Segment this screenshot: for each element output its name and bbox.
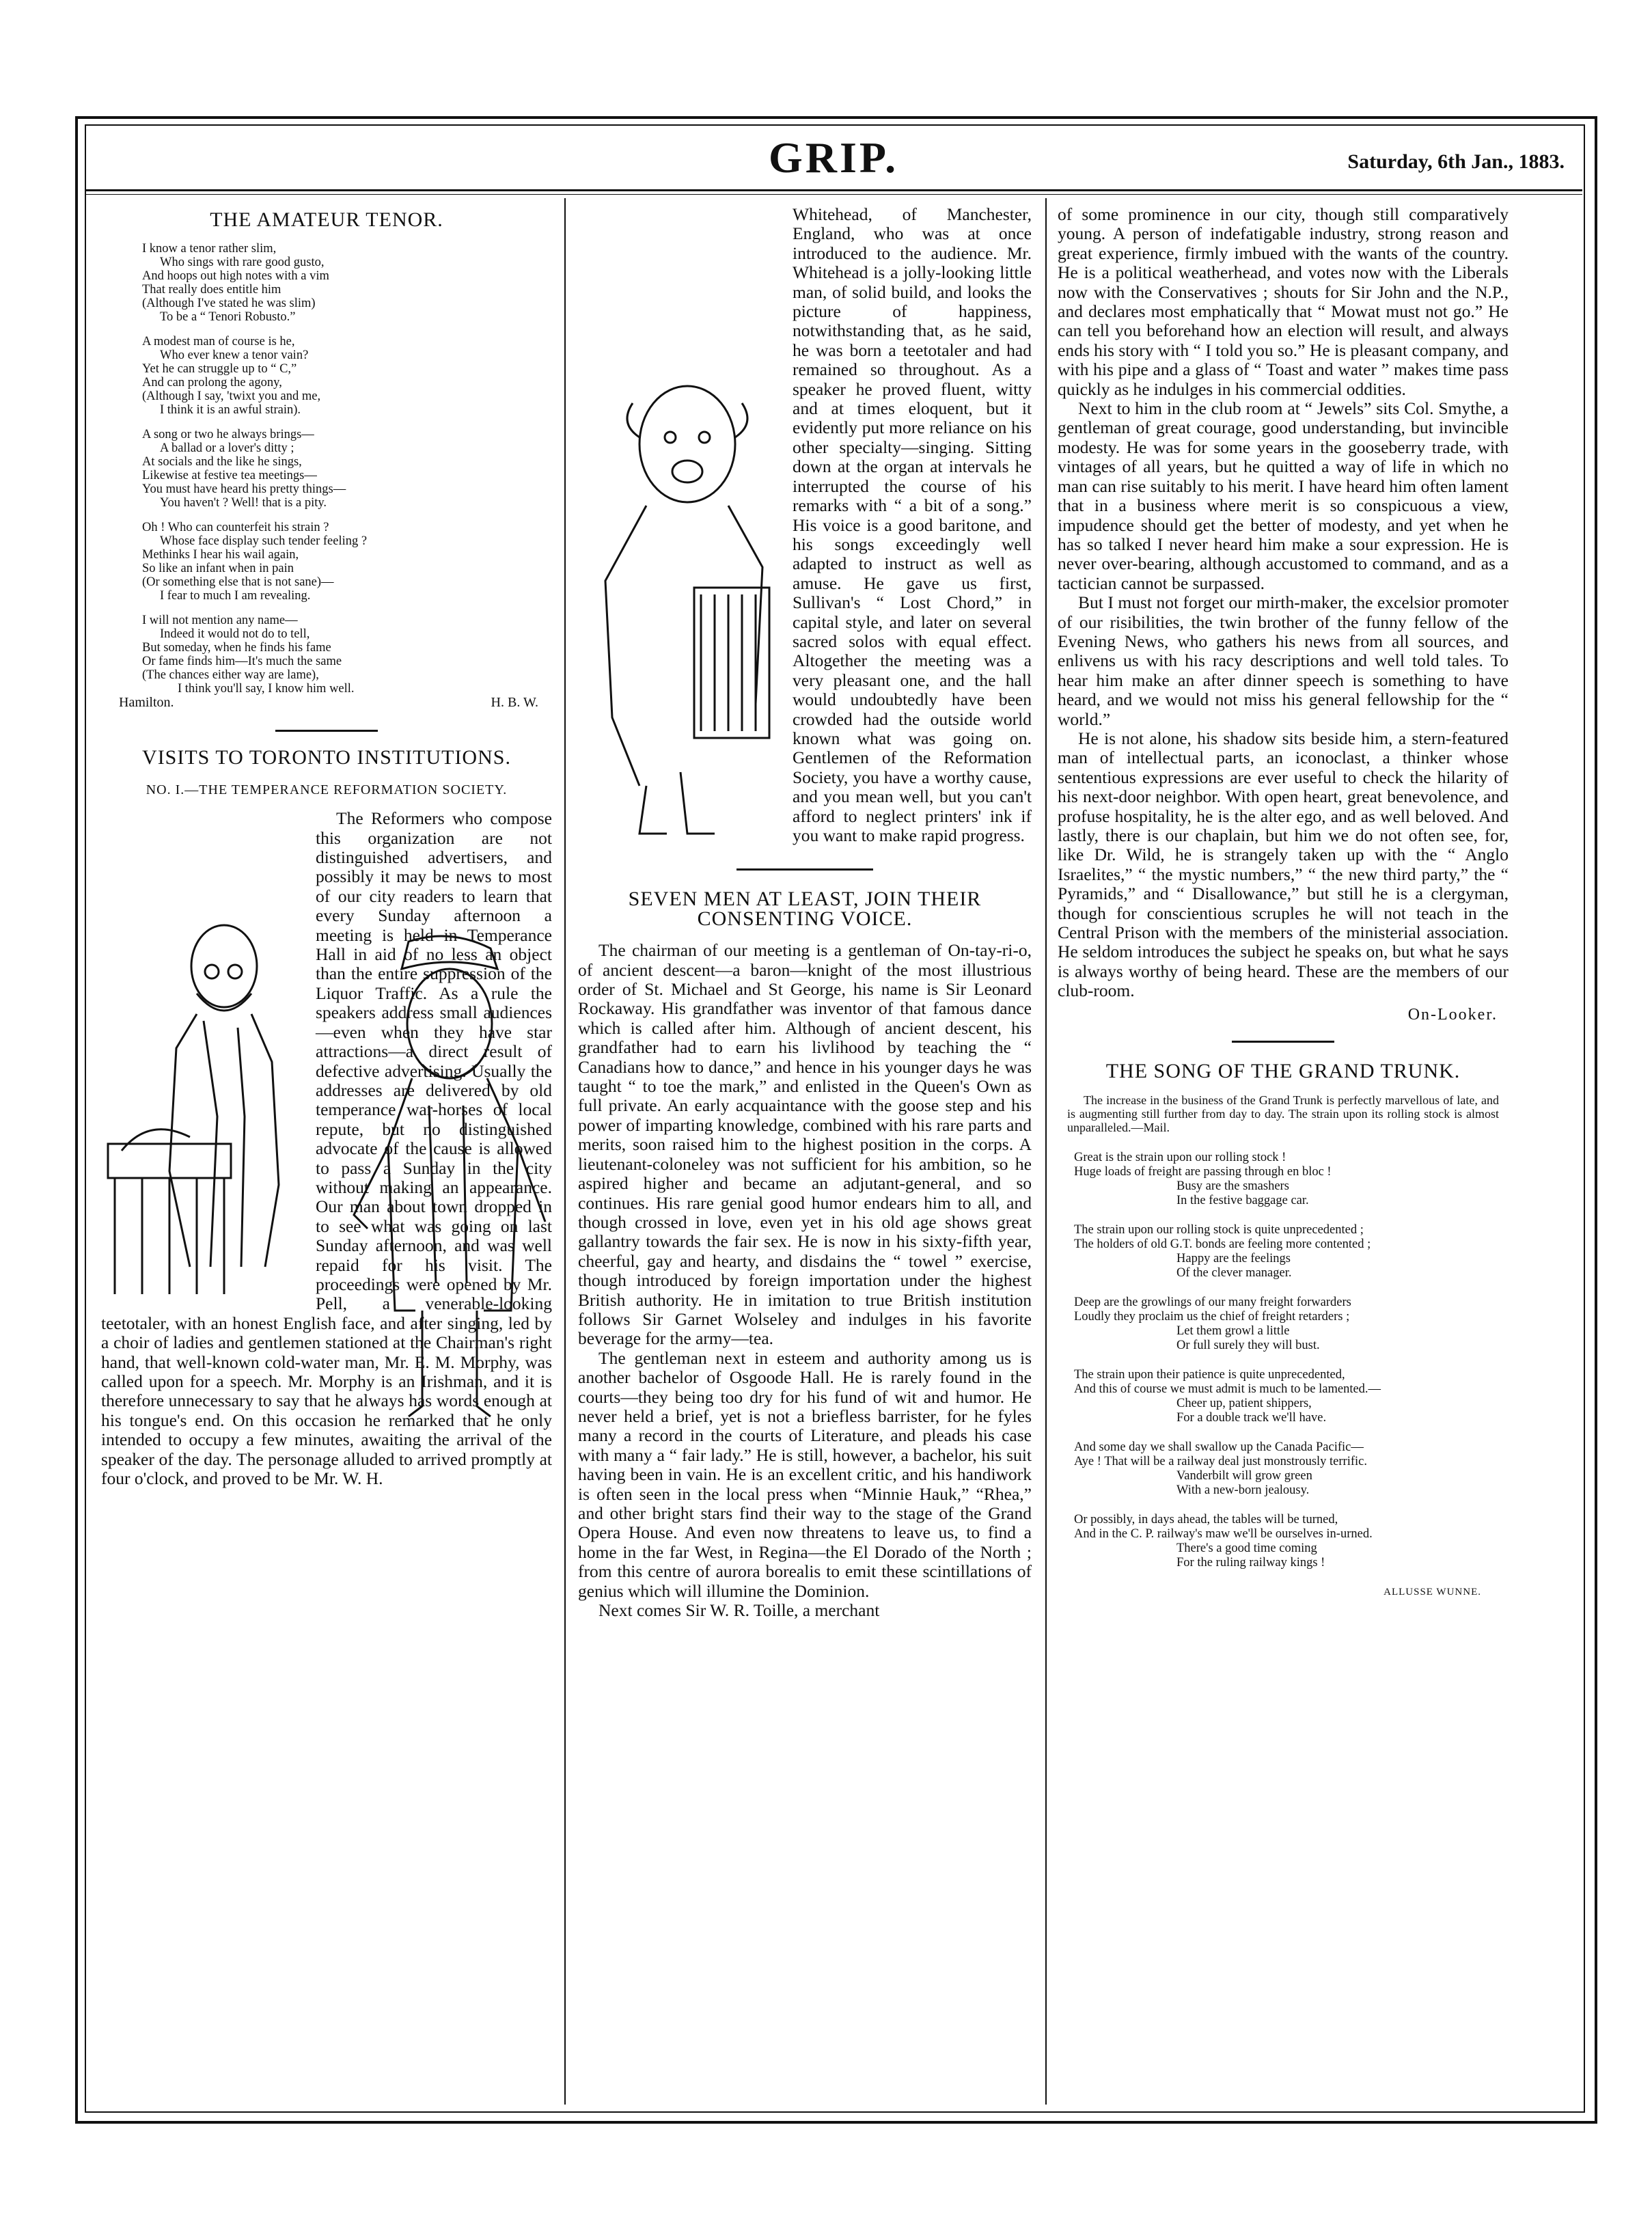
song-line: Or full surely they will bust. bbox=[1176, 1339, 1320, 1353]
poem-line: At socials and the like he sings, bbox=[142, 455, 302, 469]
song-line: The strain upon their patience is quite unprecedented, bbox=[1074, 1368, 1345, 1382]
issue-date: Saturday, 6th Jan., 1883. bbox=[1347, 150, 1565, 173]
poem-line: And hoops out high notes with a vim bbox=[142, 269, 329, 284]
poem-line: You haven't ? Well! that is a pity. bbox=[160, 496, 327, 510]
grand-trunk-song bbox=[1074, 1151, 1509, 1570]
poem-line: Yet he can struggle up to “ C,” bbox=[142, 362, 297, 376]
seven-men-paragraph-2: The gentleman next in esteem and authority among us is another bachelor of Osgoode Hall. He is rarely found in the courts—they being too dry for his fund of wit and humor. He never held a brief, yet is not a briefless barrister, for he fyles many a record in the courts of Literature, and pleads his case with many a “ fair lady.” He is still, however, a bachelor, his suit having been in vain. He is an excellent critic, and his handiwork is often seen in the local press when “Minnie Hauk,” “Rhea,” and other bright stars find their way to the stage of the Grand Opera House. And even now threatens to leave us, to find a home in the far West, in Regina—the El Dorado of the North ; from this centre of aurora borealis to emit these scintillations of genius which will illumine the Dominion. bbox=[578, 1347, 1032, 1601]
song-line: With a new-born jealousy. bbox=[1176, 1483, 1310, 1498]
seven-men-paragraph-1: The chairman of our meeting is a gentleman of On-tay-ri-o, of ancient descent—a baron—knight of the most illustrious order of St. Michael and St George, his name is Sir Leonard Rockaway. His grandfather was inventor of that famous dance which is called after him. Although of ancient descent, his grandfather had to earn his livlihood by teaching the “ Canadians how to dance,” and hence in his younger days he was taught “ to toe the mark,” and enlisted in the Queen's Own as full private. An early acquaintance with the goose step and his power of imparting knowledge, combined with his rare parts and merits, soon raised him to the highest position in the corps. A lieutenant-coloneley was not sufficient for his ambition, so he aspired higher and became an adjutant-general, and so continues. His rare genial good humor endears him to all, and though crossed in love, even yet in his old age shows great gallantry towards the fair sex. He is now in his sixty-fifth year, cheerful, gay and hearty, and disdains the “ towel ” exercise, though introduced by foreign importation under the highest British authority. He in imitation to true British institution follows Sir Garnet Wolseley and indulges in his favorite beverage for the army—tea. bbox=[578, 940, 1032, 1349]
seven-men-paragraph-6: But I must not forget our mirth-maker, the excelsior promoter of our risibilities, the twin brother of the funny fellow of the Evening News, who gathers his news from all sources, and enlivens us with his racy descriptions and well told tales. To hear him make an after dinner speech is something to have heard, and we would not miss his general fellowship for the “ world.” bbox=[1058, 592, 1509, 729]
poem-line: (Although I've stated he was slim) bbox=[142, 297, 316, 311]
seven-men-signature: On-Looker. bbox=[1407, 1005, 1498, 1024]
poem-line: And can prolong the agony, bbox=[142, 376, 282, 390]
song-line: There's a good time coming bbox=[1176, 1542, 1317, 1556]
song-line: Great is the strain upon our rolling stock ! bbox=[1074, 1151, 1286, 1165]
poem-line: Who ever knew a tenor vain? bbox=[160, 348, 309, 363]
masthead bbox=[85, 124, 1582, 189]
poem-line: I think you'll say, I know him well. bbox=[178, 682, 355, 696]
song-line: And some day we shall swallow up the Canada Pacific— bbox=[1074, 1440, 1364, 1455]
song-line: And in the C. P. railway's maw we'll be ourselves in-urned. bbox=[1074, 1527, 1373, 1542]
poem-line: To be a “ Tenori Robusto.” bbox=[160, 310, 296, 325]
poem-line: You must have heard his pretty things— bbox=[142, 482, 346, 497]
newspaper-title: GRIP. bbox=[768, 133, 899, 182]
visits-subtitle: NO. I.—THE TEMPERANCE REFORMATION SOCIETY. bbox=[146, 782, 508, 797]
poem-line: (Or something else that is not sane)— bbox=[142, 575, 334, 590]
poem-line: (Although I say, 'twixt you and me, bbox=[142, 389, 321, 404]
song-line: Cheer up, patient shippers, bbox=[1176, 1397, 1312, 1411]
poem-line: Likewise at festive tea meetings— bbox=[142, 469, 317, 483]
seven-men-title: SEVEN MEN AT LEAST, JOIN THEIR CONSENTING VOICE. bbox=[628, 888, 982, 930]
song-line: And this of course we must admit is much to be lamented.— bbox=[1074, 1382, 1381, 1397]
column-3 bbox=[1058, 205, 1509, 1602]
song-line: For the ruling railway kings ! bbox=[1176, 1556, 1325, 1570]
song-line: Or possibly, in days ahead, the tables will be turned, bbox=[1074, 1513, 1338, 1527]
song-line: In the festive baggage car. bbox=[1176, 1194, 1309, 1208]
song-line: Loudly they proclaim us the chief of freight retarders ; bbox=[1074, 1310, 1350, 1324]
visits-title: VISITS TO TORONTO INSTITUTIONS. bbox=[142, 746, 511, 769]
amateur-tenor-poem bbox=[119, 242, 552, 711]
seven-men-paragraph-5: Next to him in the club room at “ Jewels” sits Col. Smythe, a gentleman of great courage, good understanding, but invincible modesty. He was for some years in the gooseberry trade, with vintages of all years, but he quitted a way of life in which no man can rise suitably to his merit. I have heard him often lament that in a business where merit is so conspicuous a view, impudence should get the better of modesty, and yet when he has so talked I never heard him make a sour expression. He is never over-bearing, although accustomed to command, and as a tactician cannot be surpassed. bbox=[1058, 398, 1509, 593]
poem-line: A modest man of course is he, bbox=[142, 335, 295, 349]
column-divider-1 bbox=[564, 198, 566, 2105]
visits-paragraph-2: Whitehead, of Manchester, England, who was at once introduced to the audience. Mr. Whitehead is a jolly-looking little man, of solid build, and looks the picture of happiness, notwithstanding that, as he said, he was born a teetotaler and had remained so throughout. As a speaker he proved fluent, witty and at times eloquent, but it evidently put more reliance on his other specialty—singing. Sitting down at the organ at intervals he interrupted the course of his remarks with “ a bit of a song.” His voice is a good baritone, and his songs exceedingly well adapted to instruct as well as amuse. He gave us first, Sullivan's “ Lost Chord,” in capital style, and later on several sacred solos with equal effect. Altogether the meeting was a very pleasant one, and the hall would undoubtedly have been crowded had the outside world known what was going on. Gentlemen of the Reformation Society, you have a worthy cause, and you mean well, but you can't afford to neglect printers' ink if you want to make rapid progress. bbox=[793, 204, 1032, 845]
poem-line: I will not mention any name— bbox=[142, 614, 298, 628]
poem-line: But someday, when he finds his fame bbox=[142, 641, 331, 655]
masthead-rule bbox=[85, 189, 1582, 191]
pell-portrait-illustration bbox=[101, 912, 306, 1294]
poem-line: I think it is an awful strain). bbox=[160, 403, 301, 417]
seven-men-paragraph-3: Next comes Sir W. R. Toille, a merchant bbox=[598, 1600, 880, 1621]
poem-line: I fear to much I am revealing. bbox=[160, 589, 311, 603]
amateur-tenor-title: THE AMATEUR TENOR. bbox=[210, 208, 443, 231]
poem-line: That really does entitle him bbox=[142, 283, 281, 297]
song-line: Let them growl a little bbox=[1176, 1324, 1290, 1339]
song-line: Vanderbilt will grow green bbox=[1176, 1469, 1312, 1483]
poem-line: A song or two he always brings— bbox=[142, 428, 314, 442]
song-line: For a double track we'll have. bbox=[1176, 1411, 1327, 1425]
column-2 bbox=[578, 205, 1032, 1620]
section-divider bbox=[275, 730, 378, 732]
poem-line: Whose face display such tender feeling ? bbox=[160, 534, 368, 549]
poem-line: So like an infant when in pain bbox=[142, 562, 294, 576]
poem-place: Hamilton. bbox=[119, 695, 174, 711]
poem-line: (The chances either way are lame), bbox=[142, 668, 319, 683]
visits-paragraph-1: The Reformers who compose this organization are not distinguished advertisers, and possibly it may be news to most of our city readers to learn that every Sunday afternoon a meeting is held in Temperance Hall in aid of no less an object than the entire suppression of the Liquor Traffic. As a rule the speakers address small audiences—even when they have star attractions—a direct result of defective advertising. Usually the addresses are delivered by old temperance war-horses of local repute, but no distinguished advocate of the cause is allowed to pass a Sunday in the city without making an appearance. Our man about town dropped in to see what was going on last Sunday afternoon, and was well repaid for his visit. The proceedings were opened by Mr. Pell, a venerable-looking teetotaler, with an honest English face, and after singing, led by a choir of ladies and gentlemen stationed at the Chairman's right hand, that well-known cold-water man, Mr. E. M. Morphy, was called upon for a speech. Mr. Morphy is an Irishman, and it is therefore unnecessary to say that he always has words enough at his tongue's end. On this occasion he remarked that he only intended to occupy a few minutes, awaiting the arrival of the speaker of the day. The personage alluded to arrived promptly at four o'clock, and proved to be Mr. W. H. bbox=[101, 808, 552, 1489]
poem-line: Who sings with rare good gusto, bbox=[160, 256, 325, 270]
poem-line: Indeed it would not do to tell, bbox=[160, 627, 310, 642]
grand-trunk-title: THE SONG OF THE GRAND TRUNK. bbox=[1105, 1060, 1461, 1083]
grand-trunk-signature: ALLUSSE WUNNE. bbox=[1383, 1587, 1481, 1598]
seven-men-paragraph-4: of some prominence in our city, though still comparatively young. A person of indefatigable industry, strong reason and great experience, firmly imbued with the wants of the country. He is a political weatherhead, and votes now with the Liberals now with the Conservatives ; shouts for Sir John and the N.P., and declares most emphatically that “ Mowat must not go.” He can tell you beforehand how an election will result, and always ends his story with “ I told you so.” He is pleasant company, and with his pipe and a glass of “ Toast and water ” makes time pass quickly as he indulges in his commercial oddities. bbox=[1058, 204, 1509, 399]
song-line: Busy are the smashers bbox=[1176, 1179, 1289, 1194]
masthead-rule-thin bbox=[85, 194, 1582, 195]
column-1 bbox=[101, 205, 552, 1488]
song-line: Aye ! That will be a railway deal just monstrously terrific. bbox=[1074, 1455, 1367, 1469]
column-divider-2 bbox=[1045, 198, 1047, 2105]
section-divider bbox=[1232, 1041, 1334, 1043]
song-line: Of the clever manager. bbox=[1176, 1266, 1292, 1280]
whitehead-portrait-illustration bbox=[578, 362, 783, 840]
poem-signature: H. B. W. bbox=[491, 695, 538, 711]
seven-men-paragraph-7: He is not alone, his shadow sits beside him, a stern-featured man of intellectual parts, an iconoclast, a thinker whose sententious expressions are ever useful to check the hilarity of his next-door neighbor. With open heart, great benevolence, and profuse hospitality, he is the alter ego, and as well beloved. And lastly, there is our chaplain, but him we do not often see, for, like Dr. Wild, he is strangely taken up with the “ Anglo Israelites,” “ the mystic numbers,” “ the new third party,” the “ Pyramids,” and “ Disallowance,” but still he is a clergyman, though for conscientious scruples he will not teach in the Central Prison with the members of the ministerial association. He seldom introduces the subject he speaks on, but what he says is always worthy of being heard. These are the members of our club-room. bbox=[1058, 728, 1509, 1001]
song-line: The strain upon our rolling stock is quite unprecedented ; bbox=[1074, 1223, 1364, 1237]
poem-line: Methinks I hear his wail again, bbox=[142, 548, 299, 562]
song-line: Deep are the growlings of our many freight forwarders bbox=[1074, 1296, 1351, 1310]
section-divider bbox=[736, 868, 873, 871]
song-line: The holders of old G.T. bonds are feeling more contented ; bbox=[1074, 1237, 1371, 1252]
grand-trunk-note: The increase in the business of the Grand Trunk is perfectly marvellous of late, and is augmenting still further from day to day. The strain upon its rolling stock is almost unparalleled.—Mail. bbox=[1067, 1093, 1499, 1135]
song-line: Happy are the feelings bbox=[1176, 1252, 1291, 1266]
poem-line: Oh ! Who can counterfeit his strain ? bbox=[142, 521, 329, 535]
poem-line: A ballad or a lover's ditty ; bbox=[160, 441, 294, 456]
poem-line: Or fame finds him—It's much the same bbox=[142, 655, 342, 669]
poem-line: I know a tenor rather slim, bbox=[142, 242, 277, 256]
song-line: Huge loads of freight are passing through en bloc ! bbox=[1074, 1165, 1332, 1179]
